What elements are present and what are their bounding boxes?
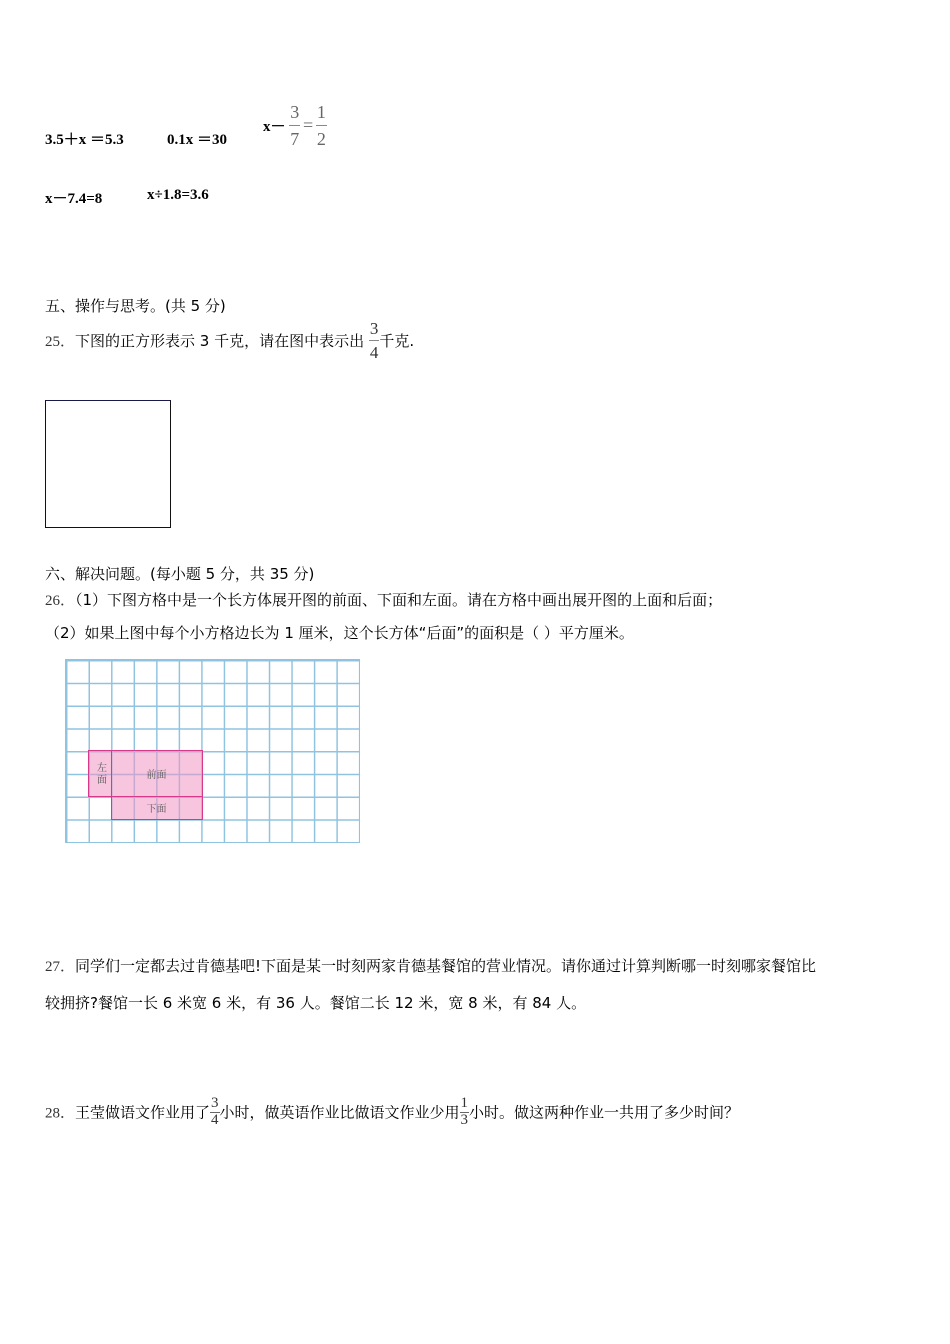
- question-text: 同学们一定都去过肯德基吧!下面是某一时刻两家肯德基餐馆的营业情况。请你通过计算判断哪一时刻哪家餐馆比: [75, 957, 817, 975]
- section-6-heading: 六、解决问题。(每小题 5 分，共 35 分): [45, 565, 315, 583]
- face-left: 左面: [88, 750, 112, 797]
- fraction-numerator: 1: [316, 103, 327, 126]
- equation-1: 3.5＋x ＝5.3: [45, 132, 124, 148]
- equals-sign: =: [303, 115, 314, 135]
- question-26-part-2: （2）如果上图中每个小方格边长为 1 厘米，这个长方体“后面”的面积是（ ）平方厘米。: [45, 624, 634, 642]
- fraction-numerator: 3: [289, 103, 300, 126]
- question-number: 27．: [45, 959, 76, 975]
- fraction-numerator: 1: [460, 1095, 469, 1111]
- question-text: 小时，做英语作业比做语文作业少用: [219, 1103, 460, 1122]
- fraction-3-7: [289, 103, 300, 148]
- fraction-numerator: 3: [211, 1095, 219, 1111]
- fraction-denominator: 2: [316, 129, 326, 149]
- question-number: 28．: [45, 1105, 76, 1122]
- equation-3-prefix: x－: [263, 119, 286, 135]
- question-number: 26．: [45, 593, 76, 609]
- question-number: 25．: [45, 334, 76, 350]
- fraction-1-3: [460, 1096, 470, 1128]
- question-27-line-2: 较拥挤?餐馆一长 6 米宽 6 米，有 36 人。餐馆二长 12 米，宽 8 米，有 84 人。: [45, 994, 587, 1012]
- fraction-denominator: 3: [460, 1112, 469, 1128]
- question-text: 小时。做这两种作业一共用了多少时间？: [469, 1103, 740, 1122]
- square-figure: [45, 400, 171, 528]
- fraction-denominator: 4: [369, 343, 379, 362]
- fraction-numerator: 3: [369, 320, 380, 341]
- section-5-heading: 五、操作与思考。(共 5 分): [45, 297, 226, 315]
- fraction-denominator: 4: [211, 1112, 219, 1128]
- equation-4: x－7.4=8: [45, 191, 103, 207]
- question-text: （1）下图方格中是一个长方体展开图的前面、下面和左面。请在方格中画出展开图的上面和后面；: [75, 591, 723, 609]
- question-25: [45, 320, 414, 361]
- question-text: 王莹做语文作业用了: [75, 1103, 211, 1122]
- equation-2: 0.1x ＝30: [167, 132, 228, 148]
- face-front: 前面: [111, 750, 203, 797]
- fraction-1-2: [316, 103, 327, 148]
- fraction-3-4: [369, 320, 380, 361]
- equation-5: x÷1.8=3.6: [147, 187, 209, 203]
- question-27-line-1: [45, 955, 816, 976]
- question-28: [45, 1096, 739, 1128]
- question-text-end: 千克.: [379, 332, 415, 350]
- fraction-denominator: 7: [290, 129, 300, 149]
- question-26-part-1: [45, 589, 722, 610]
- question-text: 下图的正方形表示 3 千克，请在图中表示出: [75, 332, 365, 350]
- face-bottom: 下面: [111, 796, 203, 821]
- equation-3: [263, 103, 327, 148]
- grid-paper: [65, 659, 360, 843]
- fraction-3-4: [210, 1096, 220, 1128]
